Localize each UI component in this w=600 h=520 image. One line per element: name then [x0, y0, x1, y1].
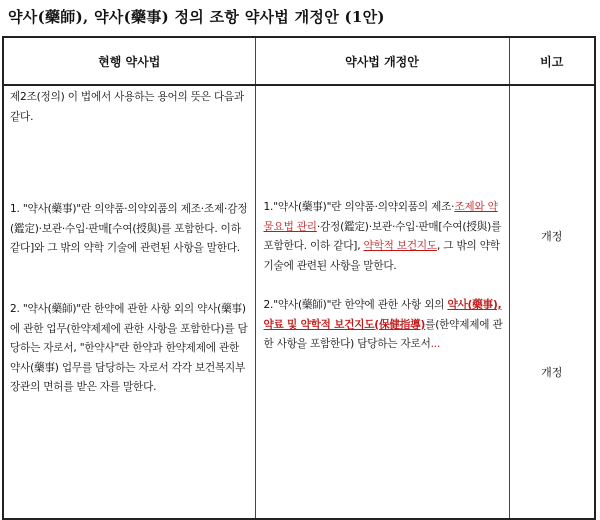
current-law-cell: [3, 85, 255, 519]
remarks-cell: [509, 85, 595, 519]
proposed-item-2-highlight: 약사(藥事), 약료 및 약학적 보건지도(保健指導): [263, 299, 502, 331]
document-title: 약사(藥師), 약사(藥事) 정의 조항 약사법 개정안 (1안): [8, 8, 385, 26]
proposed-item-1: [264, 198, 503, 276]
remark-2: 개정: [541, 366, 563, 379]
proposed-item-1-highlight-1: 조제와 약물요법 관리: [263, 201, 498, 233]
header-proposed-amendment: 약사법 개정안: [255, 37, 509, 85]
header-row: [3, 37, 595, 85]
proposed-item-1-text-a: 1."약사(藥事)"란 의약품·의약외품의 제조·: [263, 201, 455, 213]
current-item-2: 2. "약사(藥師)"란 한약에 관한 사항 외의 약사(藥事)에 관한 업무(한약제제에 관한 사항을 포함한다)를 담당하는 자로서, "한약사"란 한약과 한약제제에 관한 약사(藥事) 업무를 담당하는 자로서 각각 보건복지부장관의 면허를 받은 자를 말한다.: [10, 303, 248, 394]
header-current-law: 현행 약사법: [3, 37, 255, 85]
current-intro: 제2조(정의) 이 법에서 사용하는 용어의 뜻은 다음과 같다.: [10, 91, 245, 123]
proposed-item-2-text-a: 2."약사(藥師)"란 한약에 관한 사항 외의: [263, 299, 445, 311]
header-remarks: 비고: [509, 37, 595, 85]
proposed-item-1-text-c: , 그 밖의 약학기술에 관련된 사항을 말한다.: [263, 240, 500, 272]
comparison-table: [2, 36, 596, 520]
proposed-amendment-cell: [255, 85, 509, 519]
remark-1: 개정: [541, 230, 563, 243]
current-item-1: 1. "약사(藥事)"란 의약품·의약외품의 제조·조제·감정(鑑定)·보관·수입·판매[수여(授與)를 포함한다. 이하 같다]와 그 밖의 약학 기술에 관련된 사항을 말한다.: [10, 203, 248, 255]
proposed-item-1-text-b: ·감정(鑑定)·보관·수입·판매[수여(授與)를 포함한다. 이하 같다],: [263, 220, 502, 253]
proposed-item-2: [264, 296, 503, 355]
proposed-item-2-ellipsis: ...: [430, 338, 441, 351]
content-row: [3, 85, 595, 519]
proposed-item-1-highlight-2: 약학적 보건지도: [363, 240, 437, 253]
proposed-item-2-text-b: 를(한약제제에 관한 사항을 포함한다) 담당하는 자로서: [263, 318, 503, 351]
